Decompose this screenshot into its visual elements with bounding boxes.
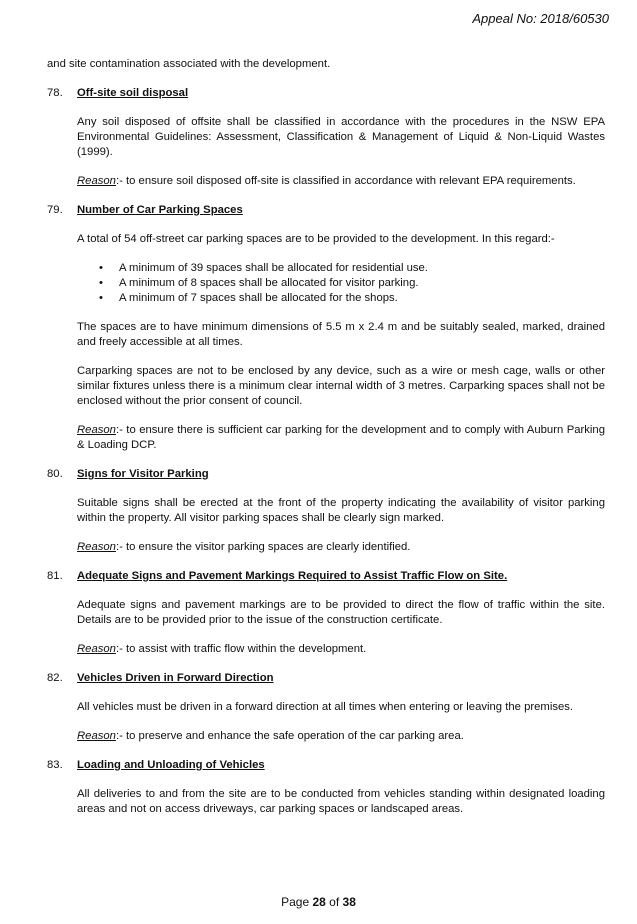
reason-text: :- to preserve and enhance the safe operation of the car parking area. <box>115 730 464 742</box>
condition-title: Vehicles Driven in Forward Direction <box>77 672 274 684</box>
condition-79 <box>47 203 605 453</box>
condition-title: Loading and Unloading of Vehicles <box>77 759 265 771</box>
bullet-icon: • <box>99 262 103 274</box>
condition-reason <box>77 423 605 453</box>
condition-number: 83. <box>47 759 63 771</box>
bullet-icon: • <box>99 292 103 304</box>
condition-number: 81. <box>47 570 63 582</box>
reason-text: :- to assist with traffic flow within the development. <box>115 643 367 655</box>
condition-paragraph: Suitable signs shall be erected at the front of the property indicating the availability of visitor parking within the property. All visitor parking spaces shall be clearly sign marked. <box>77 497 605 524</box>
page-number: 28 <box>312 895 326 909</box>
bullet-icon: • <box>99 277 103 289</box>
reason-label: Reason <box>77 541 116 553</box>
condition-reason <box>77 729 605 744</box>
condition-80 <box>47 467 605 555</box>
condition-number: 78. <box>47 87 63 99</box>
intro-text: and site contamination associated with the development. <box>47 58 331 70</box>
appeal-number: Appeal No: 2018/60530 <box>472 11 609 26</box>
condition-reason <box>77 642 605 657</box>
page-footer: Page 28 of 38 <box>281 895 356 909</box>
reason-label: Reason <box>77 730 116 742</box>
condition-number: 79. <box>47 204 63 216</box>
condition-paragraph: Any soil disposed of offsite shall be classified in accordance with the procedures in the NSW EPA Environmental Guidelines: Assessment, Classification & Management of Liquid & Non-Liquid Wastes (1999). <box>77 116 605 158</box>
reason-label: Reason <box>77 643 116 655</box>
condition-title: Number of Car Parking Spaces <box>77 204 243 216</box>
reason-label: Reason <box>77 424 116 436</box>
condition-title: Adequate Signs and Pavement Markings Required to Assist Traffic Flow on Site. <box>77 570 508 582</box>
condition-number: 80. <box>47 468 63 480</box>
condition-paragraph: A total of 54 off-street car parking spaces are to be provided to the development. In this regard:- <box>77 233 555 245</box>
condition-paragraph: The spaces are to have minimum dimensions of 5.5 m x 2.4 m and be suitably sealed, marked, drained and freely accessible at all times. <box>77 321 605 348</box>
condition-82 <box>47 671 605 744</box>
condition-reason <box>77 174 605 189</box>
condition-paragraph: Adequate signs and pavement markings are to be provided to direct the flow of traffic within the site. Details are to be provided prior to the issue of the construction certificate. <box>77 599 605 626</box>
condition-title: Off-site soil disposal <box>77 87 189 99</box>
bullet-list <box>77 261 605 306</box>
reason-label: Reason <box>77 175 116 187</box>
document-body <box>47 57 605 817</box>
condition-paragraph: Carparking spaces are not to be enclosed by any device, such as a wire or mesh cage, walls or other similar fixtures unless there is a minimum clear internal width of 3 metres. Carparking spaces shall not be enclosed without the prior consent of council. <box>77 365 605 407</box>
condition-81 <box>47 569 605 657</box>
list-item: • A minimum of 8 spaces shall be allocated for visitor parking. <box>99 277 419 289</box>
reason-text: :- to ensure there is sufficient car parking for the development and to comply with Auburn Parking & Loading DCP. <box>77 424 605 451</box>
list-item: • A minimum of 7 spaces shall be allocated for the shops. <box>99 292 398 304</box>
condition-83 <box>47 758 605 817</box>
condition-number: 82. <box>47 672 63 684</box>
list-item: • A minimum of 39 spaces shall be allocated for residential use. <box>99 262 428 274</box>
condition-title: Signs for Visitor Parking <box>77 468 209 480</box>
condition-paragraph: All vehicles must be driven in a forward direction at all times when entering or leaving the premises. <box>77 701 574 713</box>
reason-text: :- to ensure the visitor parking spaces are clearly identified. <box>115 541 411 553</box>
page-total: 38 <box>342 895 356 909</box>
reason-text: :- to ensure soil disposed off-site is classified in accordance with relevant EPA requirements. <box>115 175 576 187</box>
condition-paragraph: All deliveries to and from the site are to be conducted from vehicles standing within designated loading areas and not on access driveways, car parking spaces or landscaped areas. <box>77 788 605 815</box>
condition-78 <box>47 86 605 189</box>
condition-reason <box>77 540 605 555</box>
